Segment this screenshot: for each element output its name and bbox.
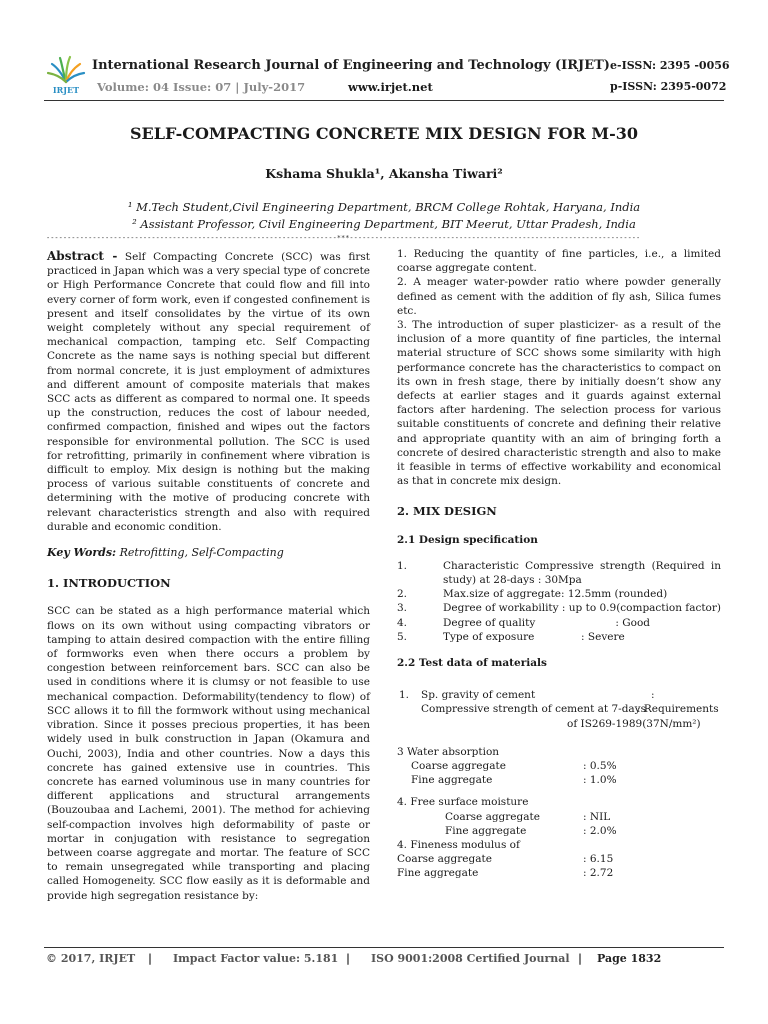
test-line	[397, 759, 721, 773]
test-line	[397, 688, 721, 702]
point-2: 2. A meager water-powder ratio where powder generally defined as cement with the addition of fly ash, Silica fumes etc.	[397, 276, 721, 317]
test-line	[397, 773, 721, 787]
e-issn: e-ISSN: 2395 -0056	[610, 59, 730, 72]
test-line	[397, 838, 721, 852]
footer-separator: |	[578, 952, 583, 965]
right-column	[397, 247, 721, 881]
sg-label: Sp. gravity of cement	[421, 689, 536, 702]
fi-fine-label: Fine aggregate	[397, 867, 479, 880]
list-text: Max.size of aggregate: 12.5mm (rounded)	[443, 588, 668, 601]
paper-title: SELF-COMPACTING CONCRETE MIX DESIGN FOR M-30	[129, 124, 639, 143]
sg-colon: :	[651, 689, 655, 702]
test-line	[397, 795, 721, 809]
list-item	[397, 587, 721, 601]
keywords-label: Key Words:	[47, 546, 117, 560]
test-line	[397, 810, 721, 824]
list-item	[397, 616, 721, 630]
point-3: 3. The introduction of super plasticizer- as a result of the inclusion of a more quantity of fine particles, the internal material structure of SCC shows some similarity with high performance concrete has the characteristics to compact on its own in fresh stage, there by initially doesn’t show any defects at earlier stages and it guards against external factors after hardening. The selection process for various suitable constituents of concrete and defining their relative and appropriate quantity with an aim of bringing forth a concrete of desired characteristic strength and also to make it feasible in terms of effective workability and economical as that in concrete mix design.	[397, 319, 721, 488]
wa-fine-value: : 1.0%	[583, 774, 617, 787]
list-text: Type of exposure : Severe	[443, 630, 625, 643]
keywords	[47, 546, 370, 560]
fm-coarse-value: : NIL	[583, 810, 611, 823]
footer-impact-factor: Impact Factor value: 5.181	[173, 952, 339, 965]
list-number: 4.	[397, 616, 408, 629]
test-line	[397, 745, 721, 759]
separator-line: ---------------------------------------------------------------------***---------------------------------------------------------------------	[46, 234, 641, 242]
authors: Kshama Shukla¹, Akansha Tiwari²	[265, 166, 503, 181]
logo-text: IRJET	[52, 85, 80, 95]
fineness-heading: 4. Fineness modulus of	[397, 838, 520, 851]
cs-label: Compressive strength of cement at 7-days	[421, 703, 647, 716]
abstract-label: Abstract -	[47, 249, 118, 263]
list-text: Degree of quality : Good	[443, 616, 651, 629]
list-number: 2.	[397, 588, 408, 601]
list-item	[397, 559, 721, 587]
sg-num: 1.	[399, 689, 410, 702]
wa-coarse-label: Coarse aggregate	[411, 760, 506, 773]
test-line	[397, 702, 721, 716]
list-number: 3.	[397, 602, 408, 615]
mix-design-heading: 2. MIX DESIGN	[397, 504, 497, 519]
test-data	[397, 688, 721, 880]
abstract	[47, 249, 370, 534]
test-line	[397, 866, 721, 880]
footer-separator: |	[148, 952, 153, 965]
footer-iso: ISO 9001:2008 Certified Journal	[371, 952, 570, 965]
keywords-text: Retrofitting, Self-Compacting	[119, 546, 284, 560]
list-number: 1.	[397, 559, 408, 572]
irjet-logo	[44, 52, 88, 96]
header-rule	[44, 100, 724, 101]
test-data-heading: 2.2 Test data of materials	[397, 657, 547, 670]
test-line	[397, 852, 721, 866]
test-line	[397, 717, 721, 731]
fm-coarse-label: Coarse aggregate	[445, 810, 540, 823]
fi-coarse-label: Coarse aggregate	[397, 853, 492, 866]
left-column	[47, 249, 370, 903]
list-number: 5.	[397, 630, 408, 643]
point-1: 1. Reducing the quantity of fine particles, i.e., a limited coarse aggregate content.	[397, 248, 721, 275]
design-spec-heading: 2.1 Design specification	[397, 533, 538, 546]
wa-fine-label: Fine aggregate	[411, 774, 493, 787]
intro-heading: 1. INTRODUCTION	[47, 576, 171, 591]
list-item	[397, 630, 721, 644]
fm-fine-value: : 2.0%	[583, 824, 617, 837]
p-issn: p-ISSN: 2395-0072	[610, 80, 727, 93]
fm-fine-label: Fine aggregate	[445, 824, 527, 837]
footer-rule	[44, 947, 724, 948]
fi-coarse-value: : 6.15	[583, 853, 614, 866]
intro-text: SCC can be stated as a high performance material which flows on its own without using compacting vibrators or tamping to attain desired compaction with the entire filling of formworks even when there occurs a problem by congestion between reinforcement bars. SCC can also be used in conditions where it is clumsy or not feasible to use mechanical compaction. Deformability(tendency to flow) of SCC allows it to fill the formwork without using mechanical vibration. Since it posses precious properties, it has been widely used in bulk construction in Japan (Okamura and Ouchi, 2003), India and other countries. Now a days this concrete has gained extensive use in countries. This concrete has earned voluminous use in many countries for different applications and structural arrangements (Bouzoubaa and Lachemi, 2001). The method for achieving self-compaction involves high deformability of paste or mortar in conjugation with resistance to segregation between coarse aggregate and mortar. The feature of SCC to remain unsegregated while transporting and placing called Homogeneity. SCC flow easily as it is deformable and provide high segregation resistance by:	[47, 605, 370, 902]
volume-issue: Volume: 04 Issue: 07 | July-2017	[97, 80, 306, 94]
list-text: Degree of workability : up to 0.9(compaction factor)	[443, 602, 721, 615]
design-spec-list	[397, 559, 721, 644]
affiliation-1: ¹ M.Tech Student,Civil Engineering Department, BRCM College Rohtak, Haryana, India	[127, 200, 641, 214]
list-item	[397, 601, 721, 615]
footer-page: Page 1832	[597, 952, 662, 965]
water-absorption-heading: 3 Water absorption	[397, 745, 500, 758]
cs-value-2: of IS269-1989(37N/mm²)	[567, 717, 701, 730]
list-text: Characteristic Compressive strength (Required in study) at 28-days : 30Mpa	[443, 559, 721, 587]
wa-coarse-value: : 0.5%	[583, 760, 617, 773]
journal-name: International Research Journal of Engineering and Technology (IRJET)	[92, 58, 610, 73]
cs-value: : Requirements	[637, 703, 719, 716]
fi-fine-value: : 2.72	[583, 867, 614, 880]
footer-copyright: © 2017, IRJET	[46, 952, 136, 965]
journal-website[interactable]: www.irjet.net	[348, 80, 433, 94]
affiliation-2: ² Assistant Professor, Civil Engineering Department, BIT Meerut, Uttar Pradesh, India	[132, 217, 636, 231]
abstract-text: Self Compacting Concrete (SCC) was first practiced in Japan which was a very special type of concrete or High Performance Concrete that could flow and fill into every corner of form work, even if congested confinement is present and itself consolidates by the virtue of its own weight completely without any special requirement of mechanical compaction, tamping etc. Self Compacting Concrete as the name says is nothing special but different from normal concrete, it is just employment of admixtures and different amount of composite materials that makes SCC acts as different as compared to normal one. It speeds up the construction, reduces the cost of labour needed, confirmed compaction, finished and wipes out the factors responsible for environmental pollution. The SCC is used for retrofitting, primarily in confinement where vibration is difficult to employ. Mix design is nothing but the making process of various suitable constituents of concrete and determining with the motive of producing concrete with relevant characteristics strength and also with required durable and economic condition.	[47, 251, 371, 533]
footer-separator: |	[346, 952, 351, 965]
surface-moisture-heading: 4. Free surface moisture	[397, 796, 529, 809]
test-line	[397, 824, 721, 838]
